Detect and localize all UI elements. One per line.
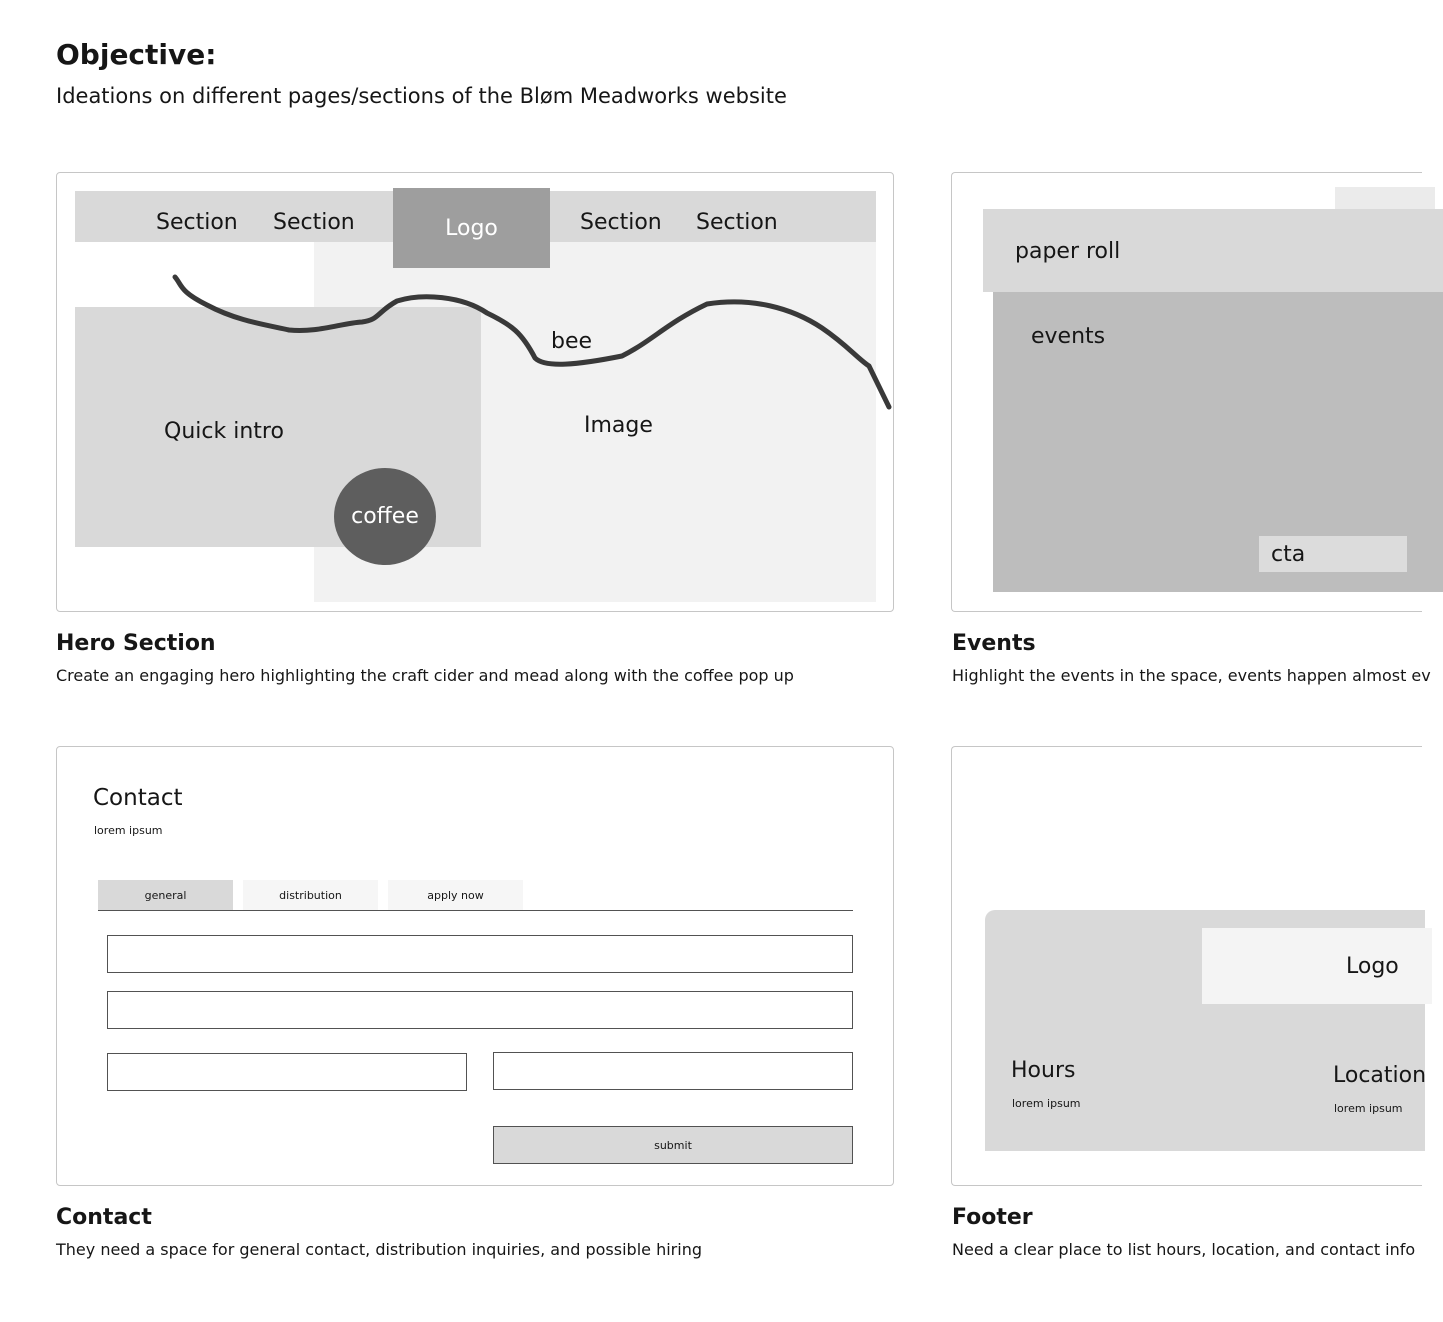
bee-flight-path bbox=[57, 173, 893, 611]
hero-card-title: Hero Section bbox=[56, 631, 216, 656]
image-label: Image bbox=[584, 413, 653, 438]
submit-button[interactable]: submit bbox=[493, 1126, 853, 1164]
nav-section-2[interactable]: Section bbox=[273, 210, 355, 235]
footer-card-description: Need a clear place to list hours, location, and contact info bbox=[952, 1240, 1416, 1259]
events-card-title: Events bbox=[952, 631, 1036, 656]
quick-intro-label: Quick intro bbox=[164, 419, 284, 444]
contact-field-4[interactable] bbox=[493, 1052, 853, 1090]
footer-card-title: Footer bbox=[952, 1205, 1033, 1230]
contact-field-3[interactable] bbox=[107, 1053, 467, 1091]
events-label: events bbox=[1031, 324, 1106, 349]
events-top-tab bbox=[1335, 187, 1435, 211]
tab-underline bbox=[98, 910, 853, 911]
contact-subtext: lorem ipsum bbox=[94, 824, 163, 837]
contact-card-description: They need a space for general contact, distribution inquiries, and possible hiring bbox=[56, 1240, 702, 1259]
events-cta-button[interactable] bbox=[1259, 536, 1407, 572]
contact-field-1[interactable] bbox=[107, 935, 853, 973]
bee-label: bee bbox=[551, 329, 593, 354]
location-subtext: lorem ipsum bbox=[1334, 1102, 1403, 1115]
contact-sketch-card[interactable] bbox=[56, 746, 894, 1186]
hours-subtext: lorem ipsum bbox=[1012, 1097, 1081, 1110]
contact-field-2[interactable] bbox=[107, 991, 853, 1029]
events-card-description: Highlight the events in the space, events happen almost ev bbox=[952, 666, 1431, 685]
nav-section-3[interactable]: Section bbox=[580, 210, 662, 235]
hero-card-description: Create an engaging hero highlighting the craft cider and mead along with the coffee pop up bbox=[56, 666, 794, 685]
contact-card-title: Contact bbox=[56, 1205, 152, 1230]
paper-roll-label: paper roll bbox=[1015, 239, 1121, 264]
objective-title: Objective: bbox=[56, 38, 217, 71]
tab-general[interactable]: general bbox=[98, 880, 233, 911]
footer-sketch-card[interactable] bbox=[951, 746, 1427, 1186]
objective-subtitle: Ideations on different pages/sections of the Bløm Meadworks website bbox=[56, 84, 787, 108]
tab-apply-now[interactable]: apply now bbox=[388, 880, 523, 911]
hours-label: Hours bbox=[1011, 1058, 1076, 1083]
tab-distribution[interactable]: distribution bbox=[243, 880, 378, 911]
hero-logo[interactable]: Logo bbox=[393, 188, 550, 268]
location-label: Location bbox=[1333, 1063, 1427, 1088]
hero-sketch-card[interactable] bbox=[56, 172, 894, 612]
nav-section-1[interactable]: Section bbox=[156, 210, 238, 235]
contact-heading: Contact bbox=[93, 785, 183, 811]
coffee-badge[interactable]: coffee bbox=[334, 468, 436, 565]
events-sketch-card[interactable] bbox=[951, 172, 1422, 612]
nav-section-4[interactable]: Section bbox=[696, 210, 778, 235]
footer-logo[interactable]: Logo bbox=[1346, 954, 1399, 979]
cta-label: cta bbox=[1271, 542, 1306, 567]
